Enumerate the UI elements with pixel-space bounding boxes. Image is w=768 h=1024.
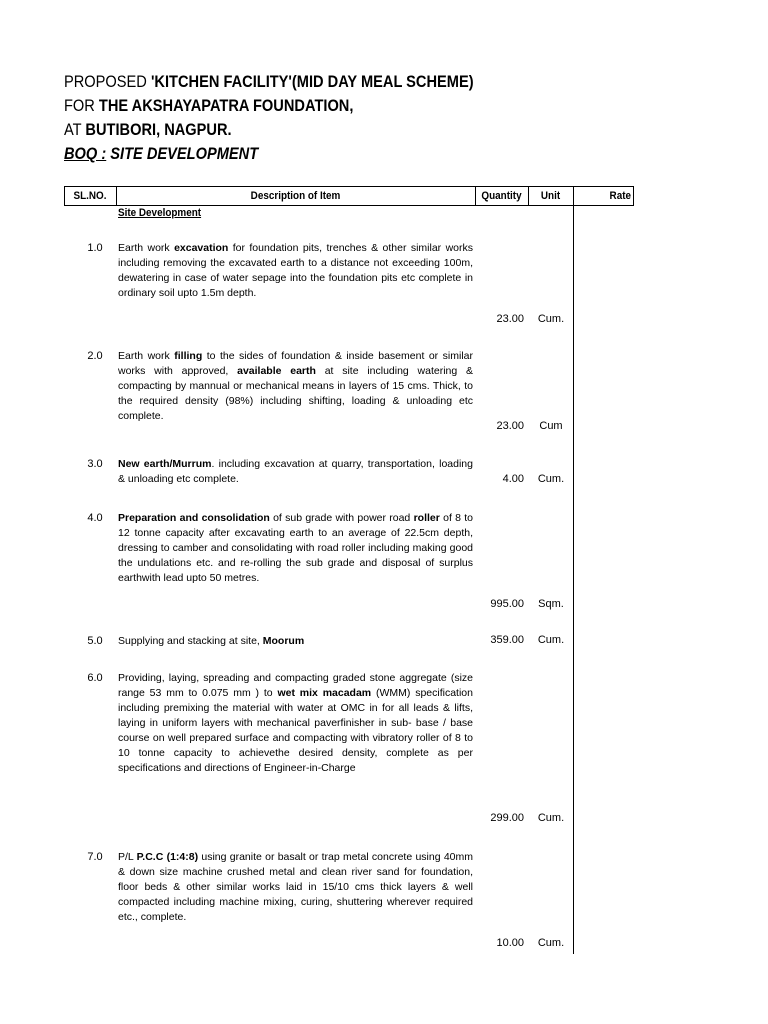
item-text: Providing, laying, spreading and compacting graded stone aggregate (size range 53 mm to 0.075 mm ) to bbox=[118, 672, 473, 699]
item-unit: Cum. bbox=[537, 634, 565, 646]
item-description bbox=[118, 457, 473, 487]
item-text: of 8 to 12 tonne capacity after excavating earth to an average of 22.5cm depth, dressing to camber and consolidating with road roller including making good the undulations etc. and re-rolling the sub grade and disposal of surplus earthwith lead upto 50 metres. bbox=[118, 512, 473, 584]
title-line-3 bbox=[64, 118, 232, 142]
item-text: using granite or basalt or trap metal concrete using 40mm & down size machine crushed metal and clean river sand for foundation, floor beds & other similar works laid in 15/10 cms thick layers & well compacted including machine mixing, curing, shuttering wherever required etc., complete. bbox=[118, 851, 474, 923]
item-quantity: 4.00 bbox=[502, 473, 524, 485]
item-number: 6.0 bbox=[87, 672, 103, 684]
item-quantity: 23.00 bbox=[496, 313, 524, 325]
item-keyword: excavation bbox=[174, 242, 229, 254]
title-prefix: PROPOSED bbox=[64, 72, 151, 91]
item-number: 4.0 bbox=[87, 512, 103, 524]
column-header-description: Description of Item bbox=[250, 190, 341, 202]
item-text: Earth work bbox=[118, 350, 175, 362]
table-right-border bbox=[633, 186, 634, 206]
item-description bbox=[118, 241, 473, 301]
item-number: 1.0 bbox=[87, 242, 103, 254]
item-quantity: 299.00 bbox=[490, 812, 524, 824]
col-divider-description bbox=[116, 186, 117, 206]
col-divider-rate bbox=[573, 186, 574, 954]
col-divider-quantity bbox=[475, 186, 476, 206]
item-number: 7.0 bbox=[87, 851, 103, 863]
title-line-2 bbox=[64, 94, 353, 118]
client-name: THE AKSHAYAPATRA FOUNDATION, bbox=[98, 96, 354, 115]
item-quantity: 23.00 bbox=[496, 420, 524, 432]
column-header-slno: SL.NO. bbox=[73, 190, 107, 202]
item-keyword: roller bbox=[413, 512, 440, 524]
item-unit: Cum. bbox=[537, 937, 565, 949]
item-unit: Cum. bbox=[537, 313, 565, 325]
title-line-1 bbox=[64, 70, 474, 94]
section-heading: Site Development bbox=[118, 207, 202, 219]
item-description bbox=[118, 850, 473, 925]
item-description bbox=[118, 511, 473, 586]
item-text: Earth work bbox=[118, 242, 175, 254]
item-number: 3.0 bbox=[87, 458, 103, 470]
item-keyword: New earth/Murrum bbox=[118, 458, 212, 470]
item-description bbox=[118, 634, 473, 649]
location-name: BUTIBORI, NAGPUR. bbox=[85, 120, 232, 139]
location-prefix: AT bbox=[64, 120, 86, 139]
column-header-unit: Unit bbox=[540, 190, 561, 202]
item-text: P/L bbox=[118, 851, 137, 863]
item-keyword: Preparation and consolidation bbox=[118, 512, 270, 524]
item-text: . including excavation at quarry, transportation, loading & unloading etc complete. bbox=[118, 458, 473, 485]
item-keyword: filling bbox=[174, 350, 203, 362]
col-divider-unit bbox=[528, 186, 529, 206]
item-description bbox=[118, 671, 473, 776]
item-unit: Cum. bbox=[537, 812, 565, 824]
item-keyword: P.C.C (1:4:8) bbox=[136, 851, 199, 863]
item-number: 5.0 bbox=[87, 635, 103, 647]
item-text: at site including watering & compacting by mannual or mechanical means in layers of 15 cms. Thick, to the required density (98%) including shifting, loading & unloading etc complete. bbox=[118, 365, 473, 422]
client-prefix: FOR bbox=[64, 96, 99, 115]
column-header-quantity: Quantity bbox=[481, 190, 522, 202]
item-number: 2.0 bbox=[87, 350, 103, 362]
item-keyword: wet mix macadam bbox=[277, 687, 372, 699]
table-left-border bbox=[64, 186, 65, 206]
item-quantity: 995.00 bbox=[490, 598, 524, 610]
item-description bbox=[118, 349, 473, 424]
item-keyword: available earth bbox=[237, 365, 316, 377]
boq-title: SITE DEVELOPMENT bbox=[106, 144, 259, 163]
item-text: of sub grade with power road bbox=[269, 512, 414, 524]
item-unit: Cum. bbox=[537, 473, 565, 485]
item-unit: Cum bbox=[539, 420, 563, 432]
project-name: 'KITCHEN FACILITY'(MID DAY MEAL SCHEME) bbox=[150, 72, 474, 91]
item-text: to the sides of foundation & inside basement or similar works with approved, bbox=[118, 350, 473, 377]
boq-label: BOQ : bbox=[64, 144, 107, 163]
boq-heading bbox=[64, 142, 258, 166]
column-header-rate: Rate bbox=[609, 190, 631, 202]
item-text: for foundation pits, trenches & other similar works including removing the excavated earth to a distance not exceeding 100m, dewatering in case of water sepage into the foundation pits etc complete in ordinary soil upto 1.5m depth. bbox=[118, 242, 473, 299]
item-quantity: 10.00 bbox=[496, 937, 524, 949]
item-keyword: Moorum bbox=[262, 635, 305, 647]
item-unit: Sqm. bbox=[538, 598, 564, 610]
item-quantity: 359.00 bbox=[490, 634, 524, 646]
item-text: Supplying and stacking at site, bbox=[118, 635, 263, 647]
item-text: (WMM) specification including premixing the material with water at OMC in for all leads & lifts, laying in uniform layers with mechanical paverfinisher in sub- base / base course on well prepared surface and compacting with vibratory roller of 8 to 10 tonne capacity to achievethe desired density, complete as per specifications and directions of Engineer-in-Charge bbox=[118, 687, 473, 774]
